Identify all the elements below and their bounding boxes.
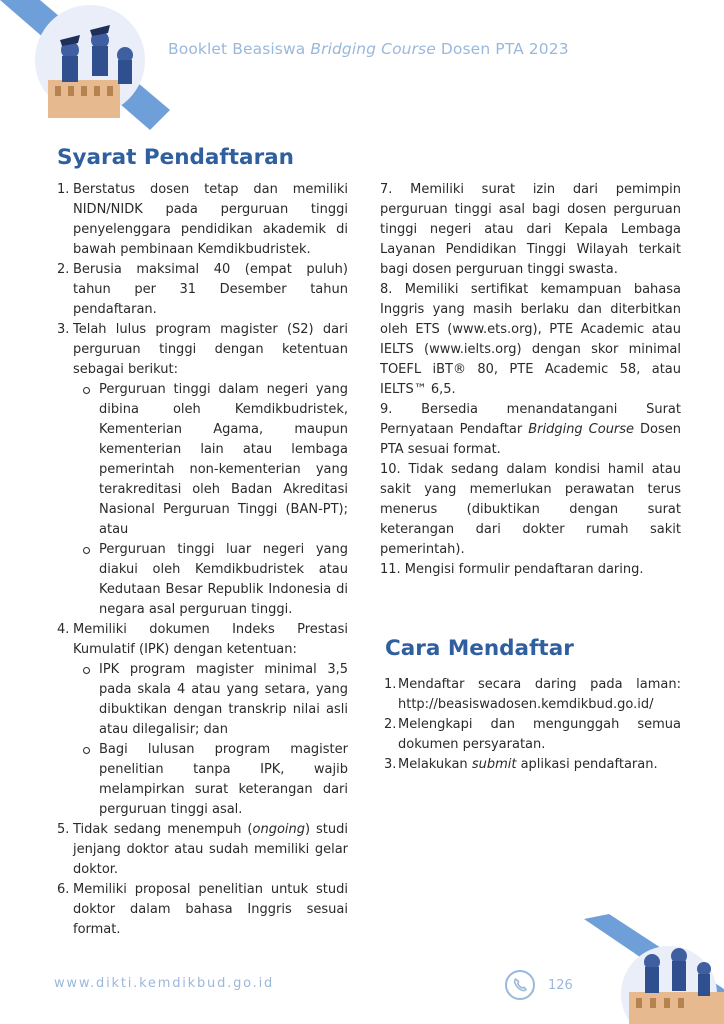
item-number: 3. xyxy=(384,757,397,772)
sub-list-item xyxy=(73,740,348,820)
list-item xyxy=(57,260,348,320)
circle-bullet-icon xyxy=(83,387,90,394)
item-text: Memiliki dokumen Indeks Prestasi Kumulatif (IPK) dengan ketentuan: xyxy=(73,622,348,657)
list-item: 10. Tidak sedang dalam kondisi hamil atau sakit yang memerlukan perawatan terus menerus (dibuktikan dengan surat keterangan dari dokter rumah sakit pemerintah). xyxy=(380,462,681,557)
list-item xyxy=(384,755,681,775)
list-item: 11. Mengisi formulir pendaftaran daring. xyxy=(380,562,644,577)
sub-item-text: Perguruan tinggi luar negeri yang diakui oleh Kemdikbudristek atau Kedutaan Besar Republik Indonesia di negara asal perguruan tinggi. xyxy=(99,542,348,617)
list-item xyxy=(57,620,348,820)
syarat-list-right xyxy=(380,180,681,580)
list-item: 7. Memiliki surat izin dari pemimpin perguruan tinggi asal bagi dosen perguruan tinggi negeri atau dari Kepala Lembaga Layanan Pendidikan Tinggi Wilayah terkait bagi dosen perguruan tinggi swasta. xyxy=(380,182,681,277)
item-text-post: ) studi jenjang doktor atau sudah memiliki gelar doktor. xyxy=(73,822,348,877)
booklet-title-suffix: Dosen PTA 2023 xyxy=(435,40,569,58)
item-number: 3. xyxy=(57,322,70,337)
item-text-italic: submit xyxy=(471,757,517,772)
item-number: 2. xyxy=(384,717,397,732)
item-text: Telah lulus program magister (S2) dari perguruan tinggi dengan ketentuan sebagai berikut: xyxy=(73,322,348,377)
list-item xyxy=(57,320,348,620)
item-text-italic: ongoing xyxy=(252,822,306,837)
booklet-title xyxy=(168,40,569,58)
item-text-pre: 9. Bersedia menandatangani Surat Pernyataan Pendaftar xyxy=(380,402,681,437)
sub-list-item xyxy=(73,660,348,740)
sub-list-item xyxy=(73,380,348,540)
circle-bullet-icon xyxy=(83,747,90,754)
item-text: Melengkapi dan mengunggah semua dokumen persyaratan. xyxy=(398,717,681,752)
footer-website-link[interactable]: www.dikti.kemdikbud.go.id xyxy=(54,976,275,991)
item-number: 2. xyxy=(57,262,70,277)
item-text-post: Dosen PTA sesuai format. xyxy=(380,422,681,457)
phone-icon xyxy=(505,970,535,1000)
list-item: 8. Memiliki sertifikat kemampuan bahasa Inggris yang masih berlaku dan diterbitkan oleh ETS (www.ets.org), PTE Academic atau IELTS (www.ielts.org) dengan skor minimal TOEFL iBT® 80, PTE Academic 58, atau IELTS™ 6,5. xyxy=(380,282,681,397)
page-number: 126 xyxy=(548,978,573,993)
item-text-pre: Melakukan xyxy=(398,757,472,772)
item-text: Berstatus dosen tetap dan memiliki NIDN/NIDK pada perguruan tinggi penyelenggara pendidikan akademik di bawah pembinaan Kemdikbudristek. xyxy=(73,182,348,257)
item-number: 6. xyxy=(57,882,70,897)
sub-list-item xyxy=(73,540,348,620)
sub-item-text: IPK program magister minimal 3,5 pada skala 4 atau yang setara, yang dibuktikan dengan transkrip nilai asli atau dilegalisir; dan xyxy=(99,662,348,737)
graduation-illustration-top xyxy=(0,0,175,130)
sub-item-text: Perguruan tinggi dalam negeri yang dibina oleh Kemdikbudristek, Kementerian Agama, maupun kementerian lain atau lembaga pemerintah non-kementerian yang terakreditasi oleh Badan Akreditasi Nasional Perguruan Tinggi (BAN-PT); atau xyxy=(99,382,348,537)
list-item xyxy=(57,180,348,260)
graduation-illustration-bottom xyxy=(574,914,724,1024)
item-text-pre: Tidak sedang menempuh ( xyxy=(73,822,253,837)
booklet-title-prefix: Booklet Beasiswa xyxy=(168,40,311,58)
list-item xyxy=(57,880,348,940)
item-text: Berusia maksimal 40 (empat puluh) tahun per 31 Desember tahun pendaftaran. xyxy=(73,262,348,317)
item-text-post: aplikasi pendaftaran. xyxy=(516,757,658,772)
item-number: 1. xyxy=(384,677,397,692)
list-item xyxy=(384,675,681,715)
item-number: 5. xyxy=(57,822,70,837)
sub-item-text: Bagi lulusan program magister penelitian tanpa IPK, wajib melampirkan surat keterangan dari perguruan tinggi asal. xyxy=(99,742,348,817)
circle-bullet-icon xyxy=(83,547,90,554)
syarat-list-left xyxy=(57,180,348,940)
list-item xyxy=(384,715,681,755)
circle-bullet-icon xyxy=(83,667,90,674)
cara-list xyxy=(384,675,681,775)
syarat-heading: Syarat Pendaftaran xyxy=(57,145,294,170)
list-item xyxy=(380,400,681,460)
cara-heading: Cara Mendaftar xyxy=(385,636,574,661)
item-number: 1. xyxy=(57,182,70,197)
item-text: Memiliki proposal penelitian untuk studi doktor dalam bahasa Inggris sesuai format. xyxy=(73,882,348,937)
booklet-title-italic: Bridging Course xyxy=(310,40,436,58)
list-item xyxy=(57,820,348,880)
item-text-italic: Bridging Course xyxy=(528,422,635,437)
item-number: 4. xyxy=(57,622,70,637)
item-text: Mendaftar secara daring pada laman: http://beasiswadosen.kemdikbud.go.id/ xyxy=(398,677,681,712)
